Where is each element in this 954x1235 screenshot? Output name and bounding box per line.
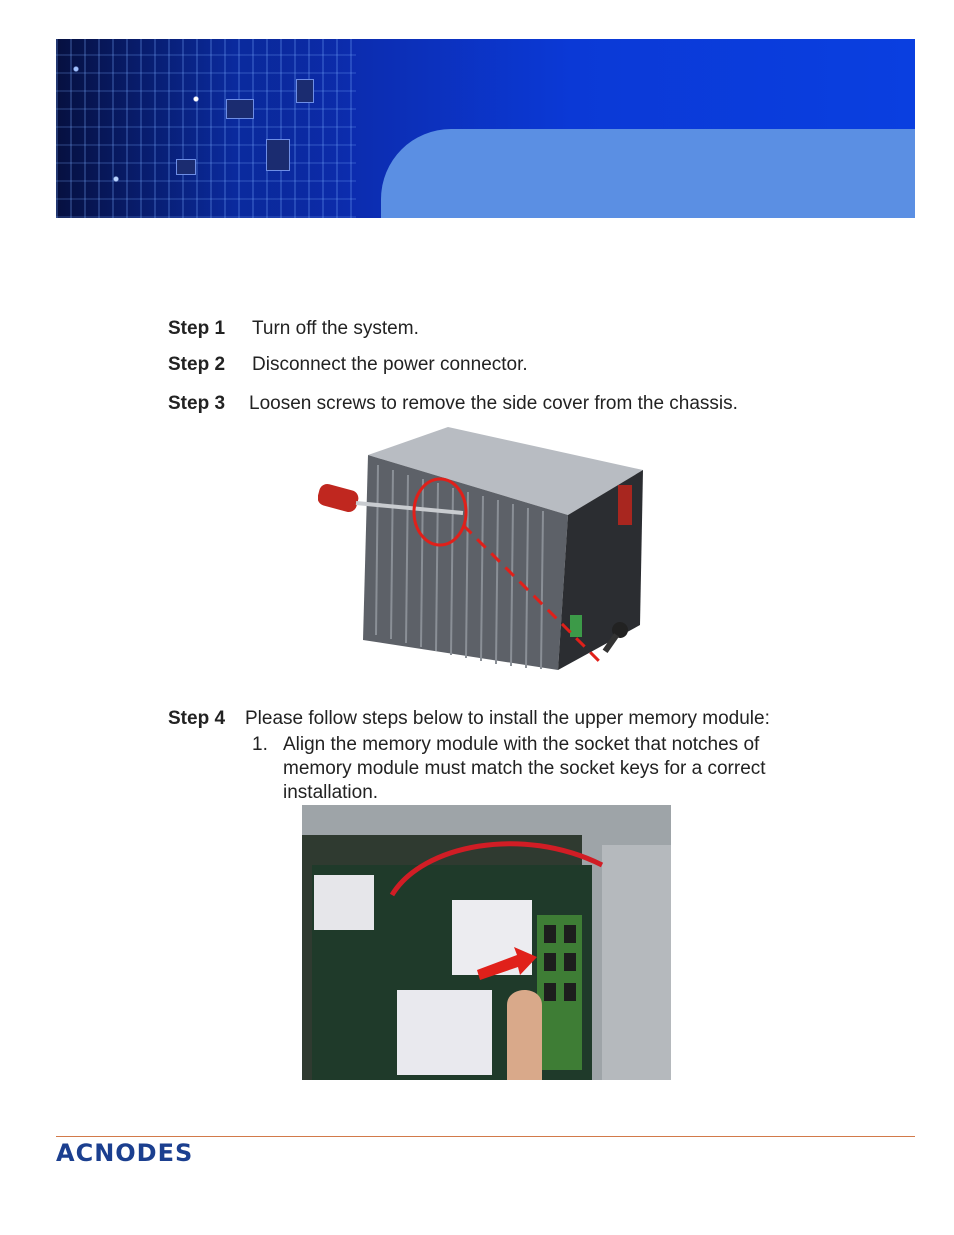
step-label: Step 4: [168, 708, 226, 729]
circuit-board-graphic: [56, 39, 356, 218]
chip-graphic: [266, 139, 290, 171]
step-text: Turn off the system.: [252, 318, 419, 339]
step-text: Disconnect the power connector.: [252, 354, 528, 375]
header-banner: [56, 39, 915, 218]
substep-line: Align the memory module with the socket that notches of: [283, 734, 760, 755]
step-label: Step 1: [168, 318, 226, 339]
step-label: Step 3: [168, 393, 226, 414]
step-label: Step 2: [168, 354, 226, 375]
banner-panel: [381, 129, 915, 218]
chip-graphic: [176, 159, 196, 175]
chassis-photo: [318, 425, 648, 675]
substep-number: 1.: [252, 734, 268, 755]
footer-divider: [56, 1136, 915, 1137]
step-text: Please follow steps below to install the upper memory module:: [245, 708, 770, 729]
memory-install-illustration: [302, 805, 671, 1080]
step-text: Loosen screws to remove the side cover from the chassis.: [249, 393, 738, 414]
acnodes-logo: ACNODES: [56, 1139, 194, 1167]
substep-line: memory module must match the socket keys for a correct: [283, 758, 766, 779]
chip-graphic: [296, 79, 314, 103]
substep-line: installation.: [283, 782, 379, 803]
memory-install-photo: [302, 805, 671, 1080]
chip-graphic: [226, 99, 254, 119]
chassis-illustration: [318, 425, 648, 675]
